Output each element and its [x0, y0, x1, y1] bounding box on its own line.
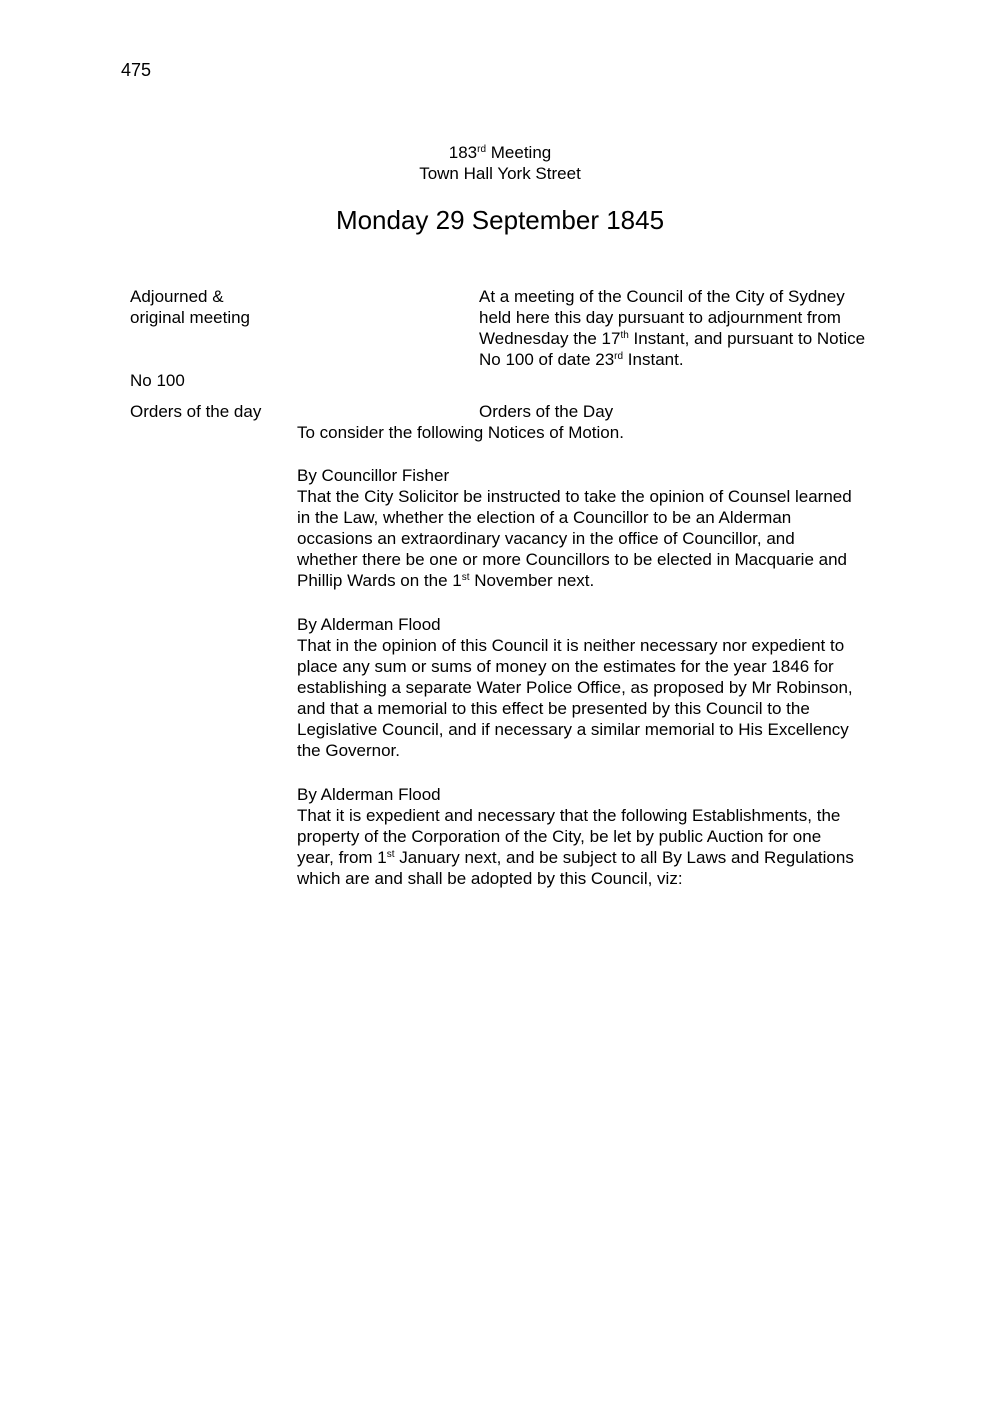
motion-mover: By Councillor Fisher: [297, 466, 450, 485]
motion-mover: By Alderman Flood: [297, 785, 441, 804]
motion-fisher: By Councillor Fisher That the City Solicitor be instructed to take the opinion of Counsel learned in the Law, whether the election of a Councillor to be an Alderman occasions an extraordinary vacancy in the office of Councillor, and whether there be one or more Councillors to be elected in Macquarie and Phillip Wards on the 1st November next.: [297, 465, 917, 591]
orders-consider: To consider the following Notices of Motion.: [297, 423, 624, 442]
margin-note-notice: No 100: [130, 371, 185, 390]
margin-note-orders: Orders of the day: [130, 402, 262, 421]
orders-heading: Orders of the Day: [479, 402, 614, 421]
intro-paragraph: At a meeting of the Council of the City of Sydney held here this day pursuant to adjournment from Wednesday the 17th Instant, and pursuant to Notice No 100 of date 23rd Instant.: [479, 287, 866, 369]
page-number: 475: [121, 60, 152, 80]
meeting-number: 183rd Meeting: [448, 143, 552, 162]
meeting-place: Town Hall York Street: [419, 164, 581, 183]
motion-flood-water-police: By Alderman Flood That in the opinion of this Council it is neither necessary nor expedient to place any sum or sums of money on the estimates for the year 1846 for establishing a separate Water Police Office, as proposed by Mr Robinson, and that a memorial to this effect be presented by this Council to the Legislative Council, and if necessary a similar memorial to His Excellency the Governor.: [297, 614, 917, 761]
motion-flood-establishments: By Alderman Flood That it is expedient and necessary that the following Establishments, the property of the Corporation of the City, be let by public Auction for one year, from 1st January next, and be subject to all By Laws and Regulations which are and shall be adopted by this Council, viz:: [297, 784, 917, 889]
motion-mover: By Alderman Flood: [297, 615, 441, 634]
margin-note-adjourned: Adjourned & original meeting: [130, 287, 251, 327]
meeting-ordinal-suffix: rd: [477, 144, 487, 155]
meeting-date: Monday 29 September 1845: [335, 205, 665, 235]
